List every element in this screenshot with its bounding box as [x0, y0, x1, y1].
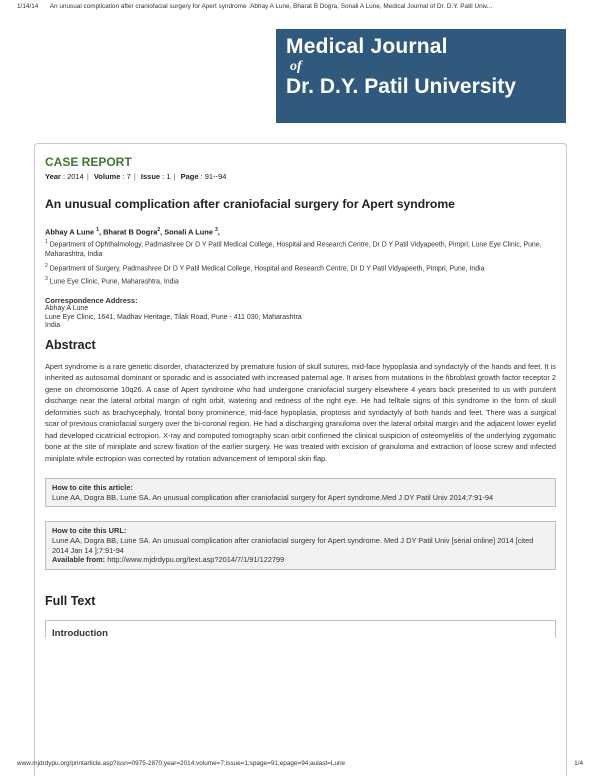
section-label: CASE REPORT [45, 155, 132, 169]
journal-title-line1: Medical Journal [286, 35, 448, 58]
cite-url-text: Lune AA, Dogra BB, Lune SA. An unusual complication after craniofacial surgery for Apert syndrome. Med J DY Patil Univ [serial online] 2014 [cited 2014 Jan 14 ];7:91-94 [52, 536, 534, 555]
affiliation [45, 262, 556, 274]
author-name[interactable]: Sonali A Lune [164, 227, 213, 237]
print-footer-url: www.mjdrdypu.org/printarticle.asp?issn=0975-2870;year=2014;volume=7;issue=1;spage=91;epage=94;aulast=Lune [17, 760, 346, 767]
author-name[interactable]: Bharat B Dogra [103, 227, 158, 237]
affiliation [45, 238, 556, 259]
year-label: Year [45, 172, 61, 181]
correspondence-name: Abhay A Lune [45, 304, 89, 312]
affiliation-text: Lune Eye Clinic, Pune, Maharashtra, India [49, 278, 179, 286]
affiliation-sup: 1 [45, 239, 48, 246]
affiliation-text: Department of Surgery, Padmashree Dr D Y Patil Medical College, Hospital and Research Centre, Dr D Y Patil Vidyapeeth, Pimpri, Pune, India [49, 264, 485, 272]
cite-article-box [45, 478, 556, 507]
author-sup: 1 [96, 227, 99, 233]
introduction-section [45, 620, 556, 638]
affiliation [45, 275, 556, 287]
author-name[interactable]: Abhay A Lune [45, 227, 95, 237]
journal-title-line2: of [290, 59, 302, 74]
print-title: An unusual complication after craniofacial surgery for Apert syndrome :Abhay A Lune, Bharat B Dogra, Sonali A Lune, Medical Journal of Dr. D.Y. Patil Univ... [49, 3, 493, 10]
volume-label: Volume [93, 172, 121, 181]
fulltext-heading: Full Text [45, 593, 96, 608]
article-meta: Year : 2014 | Volume : 7 | Issue : 1 | Page : 91--94 [45, 172, 227, 181]
article-card [34, 143, 567, 776]
issue-label: Issue [140, 172, 161, 181]
page-value: 91--94 [204, 172, 227, 181]
affiliation-sup: 2 [45, 262, 48, 269]
affiliation-text: Department of Ophthalmology, Padmashree Dr D Y Patil Medical College, Hospital and Research Centre, Dr D Y Patil Vidyapeeth, Pimpri; Lune Eye Clinic, Pune, Maharashtra, India [45, 241, 542, 259]
cite-article-text: Lune AA, Dogra BB, Lune SA. An unusual complication after craniofacial surgery for Apert syndrome.Med J DY Patil Univ 2014;7:91-94 [52, 492, 494, 502]
issue-value: 1 [166, 172, 171, 181]
page-label: Page [180, 172, 199, 181]
author-sup: 3 [215, 227, 218, 233]
correspondence-country: India [45, 322, 61, 330]
cite-url-box [45, 521, 556, 569]
print-page-number: 1/4 [574, 760, 583, 767]
print-header [17, 3, 587, 10]
journal-banner[interactable] [276, 29, 566, 123]
author-sup: 2 [157, 227, 161, 233]
available-link[interactable]: http://www.mjdrdypu.org/text.asp?2014/7/1/91/122799 [107, 555, 285, 565]
article-title: An unusual complication after craniofacial surgery for Apert syndrome [45, 197, 455, 211]
volume-value: 7 [126, 172, 131, 181]
available-label: Available from: [52, 555, 106, 565]
affiliation-sup: 3 [45, 276, 48, 283]
correspondence-label: Correspondence Address: [45, 295, 138, 305]
cite-url-label: How to cite this URL: [52, 526, 127, 536]
print-date: 1/14/14 [17, 3, 39, 10]
author-list: Abhay A Lune $^1$, Bharat B Dogra$^2$, Sonali A Lune $^3$, [45, 227, 220, 237]
abstract-text: Apert syndrome is a rare genetic disorder, characterized by premature fusion of skull sutures, mid-face hypoplasia and syndactyly of the hands and feet. It is inherited as autosomal dominant or sporadic and is associated with increased paternal age. It arises from mutations in the fibroblast growth factor receptor 2 gene on chromosome 10q26. A case of Apert syndrome who had undergone craniofacial surgery elsewhere 4 years back presented to us with purulent discharge near the lateral orbital margin of right orbit, watering and redness of the right eye. He had telltale signs of this syndrome in the form of skull deformities such as brachycephaly, frontal bony prominence, mid-face hypoplasia, proptosis and syndactyly of both hands and feet. There was a surgical scar of previous craniofacial surgery over the bi-coronal region. He had a discharging granuloma over the lateral orbital margin and the adjacent lower eyelid had developed cicatricial ectropion. X-ray and computed tomography scan orbit confirmed the clinical suspicion of osteomyelitis of the underlying zygomatic bone at the site of miniplate and screw fixation of the earlier surgery. He was treated with excision of granuloma and extraction of loose screw and infected miniplate while ectropion was corrected by rotation advancement of temporal skin flap. [45, 361, 556, 463]
introduction-heading: Introduction [52, 627, 108, 639]
year-value: 2014 [67, 172, 84, 181]
journal-title-line3: Dr. D.Y. Patil University [286, 75, 516, 98]
correspondence-address: Lune Eye Clinic, 1641, Madhav Heritage, Tilak Road, Pune - 411 030, Maharashtra [45, 313, 302, 321]
abstract-heading: Abstract [45, 337, 96, 352]
cite-article-label: How to cite this article: [52, 483, 133, 493]
print-footer [17, 760, 583, 767]
